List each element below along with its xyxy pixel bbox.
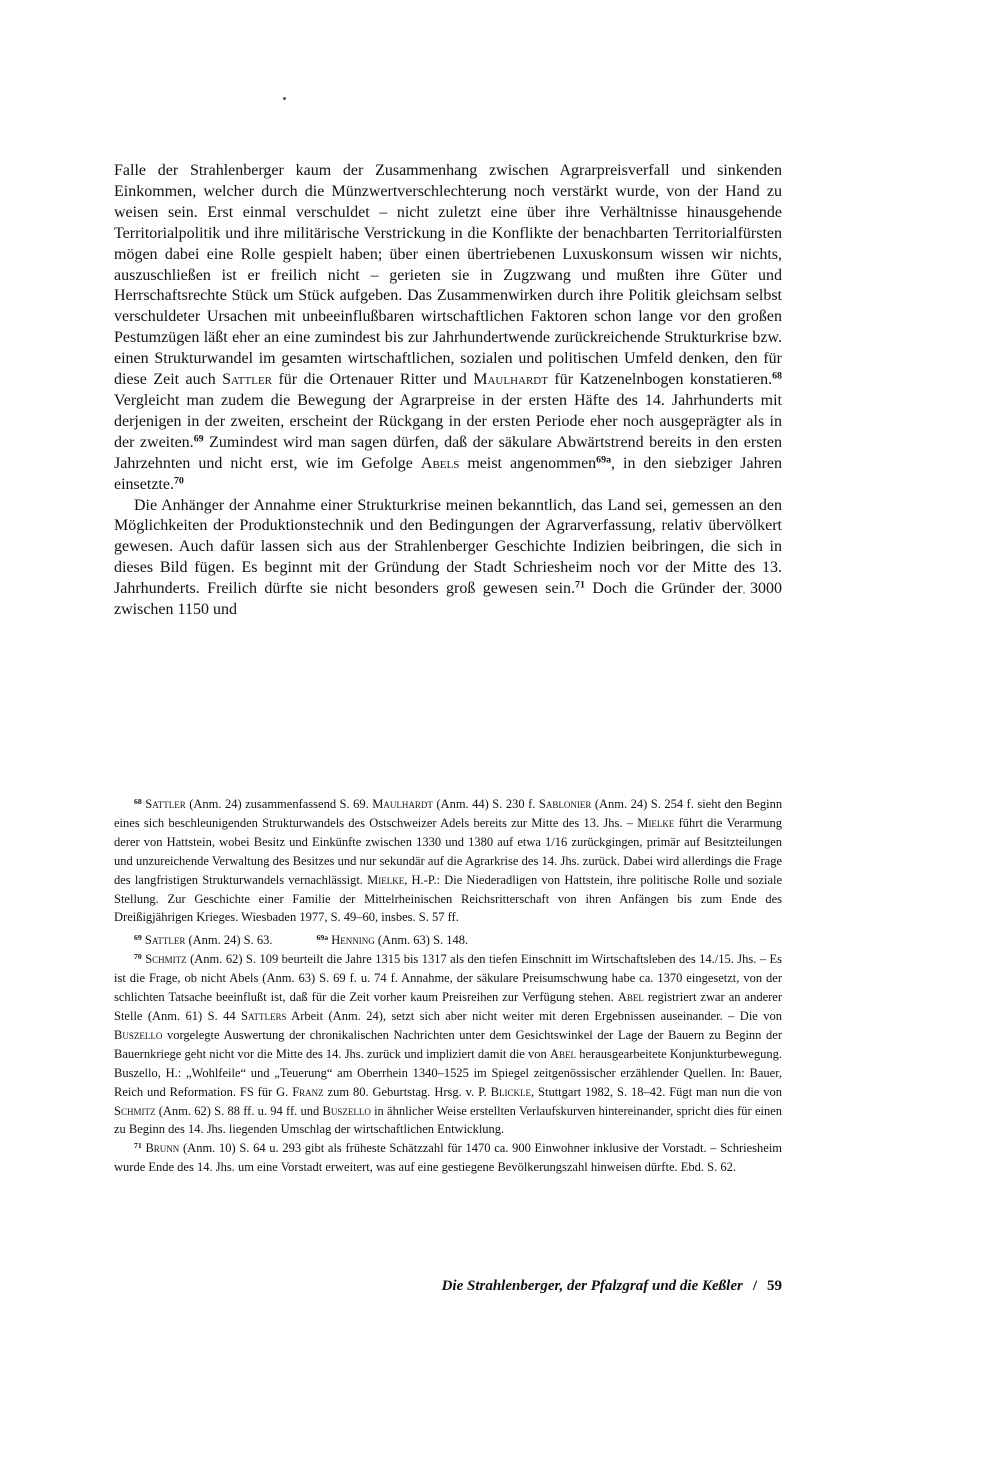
author-name: Abels — [420, 454, 460, 472]
footnote-69: $^{69}$ Sattler (Anm. 24) S. 63. $^{69a}$ Henning (Anm. 63) S. 148. — [134, 933, 469, 948]
footnote-71: $^{71}$ Brunn (Anm. 10) S. 64 u. 293 gibt als früheste Schätzzahl für 1470 ca. 900 Einwohner inklusive der Vorstadt. – Schriesheim wurde Ende des 14. Jhs. um eine Vorstadt erweitert, was auf eine gestiegene Bevölkerungszahl hinweisen dürfte. Ebd. S. 62. — [114, 1141, 783, 1175]
paragraph-2: Die Anhänger der Annahme einer Strukturkrise meinen bekanntlich, das Land sei, gemessen an den Möglichkeiten der Produktionstechnik und den Bedingungen der Agrarverfassung, relativ übervölkert gewesen. Auch dafür lassen sich aus der Strahlenberger Geschichte Indizien beibringen, die sich in dieses Bild fügen. Es beginnt mit der Gründung der Stadt Schriesheim noch vor der Mitte des 13. Jahrhunderts. Freilich dürfte sie nicht besonders groß gewesen sein.$^{71}$ Doch die Gründer der 3000 zwischen 1150 und — [114, 496, 782, 619]
footer-separator: / — [752, 1278, 757, 1294]
footnote-number: 69 — [134, 933, 142, 943]
footnote-68: $^{68}$ Sattler (Anm. 24) zusammenfassend S. 69. Maulhardt (Anm. 44) S. 230 f. Sablonier (Anm. 24) S. 254 f. sieht den Beginn eines sich beschleunigenden Strukturwandels des Ostschweizer Adels bereits zur Mitte des 13. Jhs. – Mielke führt die Verarmung derer von Hattstein, wobei Besitz und Einkünfte zwischen 1330 und 1380 auf etwa 1/16 zurückgingen, primär auf Besitzteilungen und unzureichende Verwaltung des Besitzes und nur sekundär auf die Agrarkrise des 14. Jhs. zurück. Dabei wird allerdings die Frage des langfristigen Strukturwandels vernachlässigt. Mielke, H.-P.: Die Niederadligen von Hattstein, ihre politische Rolle und soziale Stellung. Zur Geschichte einer Familie der Mittelrheinischen Reichsritterschaft von ihren Anfängen bis zum Ende des Dreißigjährigen Krieges. Wiesbaden 1977, S. 49–60, insbes. S. 57 ff. — [114, 796, 783, 925]
page-footer — [398, 1278, 782, 1295]
footnote-ref[interactable]: 69a — [596, 454, 612, 466]
author-name: Sattler — [222, 371, 272, 389]
footnotes — [114, 795, 782, 1177]
footnote-ref[interactable]: 68 — [772, 370, 782, 382]
running-title: Die Strahlenberger, der Pfalzgraf und die Keßler — [441, 1278, 743, 1294]
scan-speck — [283, 97, 286, 100]
footnote-ref[interactable]: 71 — [575, 579, 585, 591]
footnote-ref[interactable]: 70 — [173, 475, 184, 487]
footnote-number: 71 — [134, 1141, 142, 1151]
paragraph-1: Falle der Strahlenberger kaum der Zusammenhang zwischen Agrarpreisverfall und sinkenden Einkommen, welcher durch die Münzwertverschlechterung noch verstärkt wurde, von der Hand zu weisen sein. Erst einmal verschuldet – nicht zuletzt eine über ihre Verhältnisse hinausgehende Territorialpolitik und ihre militärische Verstrickung in die Konflikte der benachbarten Territorialfürsten mögen dabei eine Rolle gespielt haben; über einen übertriebenen Luxuskonsum wissen wir nichts, auszuschließen ist er freilich nicht – gerieten sie in Zugzwang und mußten ihre Güter und Herrschaftsrechte Stück um Stück aufgeben. Das Zusammenwirken durch ihre Politik gleichsam selbst verschuldeter Ursachen mit unbeeinflußbaren wirtschaftlichen Faktoren schon lange vor den großen Pestumzügen läßt eher an eine zumindest bis zur Jahrhundertwende zurückreichende Strukturkrise bzw. einen Strukturwandel im gesamten wirtschaftlichen, sozialen und politischen Umfeld denken, den für diese Zeit auch Sattler für die Ortenauer Ritter und Maulhardt für Katzenelnbogen konstatieren.$^{68}$ Vergleicht man zudem die Bewegung der Agrarpreise in der ersten Häfte des 14. Jahrhunderts mit derjenigen in der zweiten, erscheint der Rückgang in der ersten Periode eher noch ausgeprägter als in der zweiten.$^{69}$ Zumindest wird man sagen dürfen, daß der säkulare Abwärtstrend bereits in den ersten Jahrzehnten und nicht erst, wie im Gefolge Abels meist angenommen$^{69a}$, in den siebziger Jahren einsetzte.$^{70}$ — [114, 162, 783, 493]
footnote-number: 68 — [134, 796, 142, 806]
footnote-number: 69a — [316, 933, 329, 943]
main-text — [114, 161, 782, 621]
footnote-number: 70 — [134, 952, 142, 961]
author-name: Maulhardt — [473, 371, 548, 389]
page-number: 59 — [767, 1278, 782, 1294]
footnote-ref[interactable]: 69 — [193, 433, 204, 445]
footnote-70: $^{70}$ Schmitz (Anm. 62) S. 109 beurteilt die Jahre 1315 bis 1317 als den tiefen Einschnitt im Wirtschaftsleben des 14./15. Jhs. – Es ist die Frage, ob nicht Abels (Anm. 63) S. 69 f. u. 74 f. Annahme, der säkulare Preisumschwung habe ca. 1370 eingesetzt, von der schlichten Tatsache beeinflußt ist, daß für die Zeit vorher kaum Preisreihen zur Verfügung stehen. Abel registriert zwar an anderer Stelle (Anm. 61) S. 44 Sattlers Arbeit (Anm. 24), setzt sich aber nicht weiter mit deren Ergebnissen auseinander. – Die von Buszello vorgelegte Auswertung der chronikalischen Nachrichten unter dem Gesichtswinkel der Lage der Bauern zu Beginn der Bauernkriege geht nicht vor die Mitte des 14. Jhs. zurück und impliziert damit die von Abel herausgearbeitete Konjunkturbewegung. Buszello, H.: „Wohlfeile“ und „Teuerung“ am Oberrhein 1340–1525 im Spiegel zeitgenössischer erzählender Quellen. In: Bauer, Reich und Reformation. FS für G. Franz zum 80. Geburtstag. Hrsg. v. P. Blickle, Stuttgart 1982, S. 18–42. Fügt man nun die von Schmitz (Anm. 62) S. 88 ff. u. 94 ff. und Buszello in ähnlicher Weise erstellten Verlaufskurven hintereinander, spricht dies für einen zu Beginn des 14. Jhs. liegenden Umschlag der wirtschaftlichen Entwicklung. — [114, 952, 783, 1137]
